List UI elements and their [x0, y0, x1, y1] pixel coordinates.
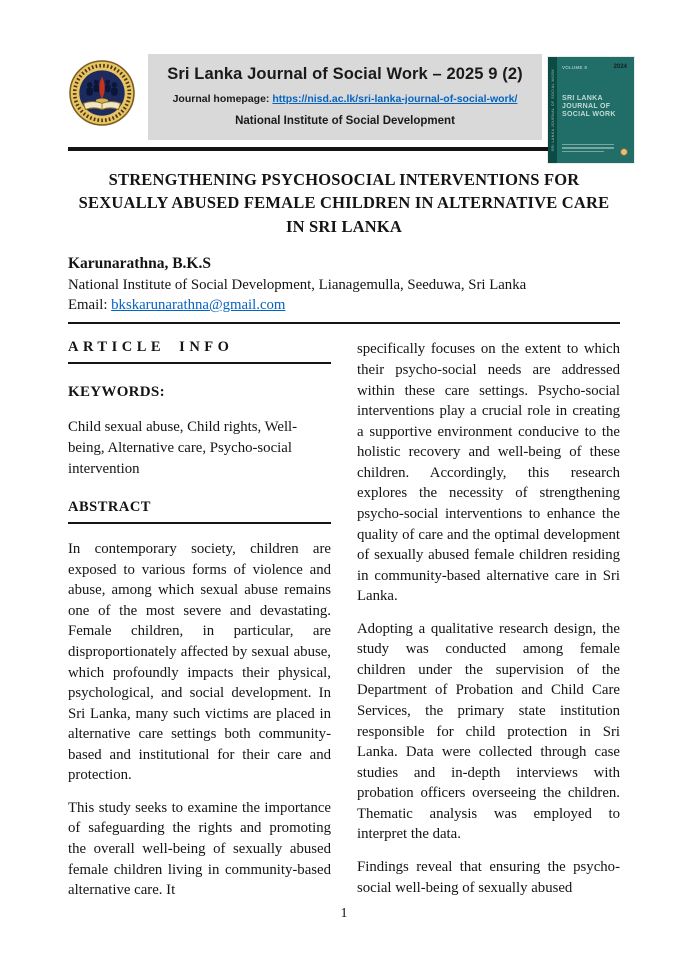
abstract-paragraph: In contemporary society, children are exposed to various forms of violence and abuse, among which sexual abuse remains one of the most severe and devastating. Female children, in particular, are disproportionately affected by sexual abuse, which profoundly impacts their physical, psychological, and social development. In Sri Lanka, many such victims are placed in alternative care settings both community-based and institutional for their care and protection. [68, 541, 331, 784]
journal-title: Sri Lanka Journal of Social Work – 2025 9 (2) [167, 65, 523, 83]
title-divider [68, 322, 620, 324]
nisd-logo-icon [69, 60, 135, 126]
cover-spine [548, 57, 557, 163]
journal-header [68, 54, 627, 152]
cover-footer-line [562, 147, 614, 149]
left-column [68, 339, 331, 912]
author-affiliation: National Institute of Social Development, Lianagemulla, Seeduwa, Sri Lanka [68, 276, 527, 293]
keywords-text [68, 417, 331, 479]
header-divider [68, 147, 620, 151]
page-number: 1 [340, 906, 348, 921]
author-block [68, 253, 620, 315]
cover-seal-icon [620, 148, 628, 156]
right-column [357, 339, 620, 912]
article-info-heading: ARTICLE INFO [68, 339, 331, 364]
abstract-paragraph: specifically focuses on the extent to which their psycho-social needs are addressed within these care settings. Psycho-social interventions play a crucial role in creating a supportive environment conducive to the holistic recovery and well-being of these children. Accordingly, this research explores the necessity of strengthening psycho-social interventions to enhance the quality of care and the optimal development of sexually abused female children residing in community-based alternative care in Sri Lanka. [357, 341, 620, 605]
article-title: STRENGTHENING PSYCHOSOCIAL INTERVENTIONS FOR SEXUALLY ABUSED FEMALE CHILDREN IN ALTERNATIVE CARE IN SRI LANKA [78, 170, 610, 236]
cover-volume: VOLUME 8 [562, 65, 588, 70]
abstract-paragraph: This study seeks to examine the importance of safeguarding the rights and promoting the overall well-being of sexually abused female children living in community-based alternative care. It [68, 799, 331, 899]
article-body [68, 339, 620, 912]
author-email-line [68, 295, 620, 315]
keywords-value: Child sexual abuse, Child rights, Well-being, Alternative care, Psycho-social intervention [68, 419, 298, 477]
email-label: Email: [68, 297, 112, 314]
cover-spine-text: SRI LANKA JOURNAL OF SOCIAL WORK [550, 68, 555, 152]
cover-footer-line [562, 151, 604, 153]
keywords-heading: KEYWORDS: [68, 384, 165, 401]
cover-title: SRI LANKA JOURNAL OF SOCIAL WORK [562, 95, 616, 119]
journal-banner [148, 54, 542, 140]
journal-homepage-line [154, 93, 536, 105]
homepage-link[interactable]: https://nisd.ac.lk/sri-lanka-journal-of-social-work/ [272, 93, 518, 105]
journal-cover-thumbnail [548, 57, 634, 163]
author-name: Karunarathna, B.K.S [68, 255, 211, 273]
abstract-paragraph: Findings reveal that ensuring the psycho-social well-being of sexually abused [357, 858, 620, 896]
email-link[interactable]: bkskarunarathna@gmail.com [111, 297, 286, 314]
institute-name: National Institute of Social Development [235, 115, 455, 127]
abstract-paragraph: Adopting a qualitative research design, the study was conducted among female children under the supervision of the Department of Probation and Child Care Services, the primary state institution responsible for child protection in Sri Lanka. Data were collected through case studies and in-depth interviews with probation officers overseeing the children. Thematic analysis was employed to interpret the data. [357, 620, 620, 843]
nisd-logo [68, 54, 136, 126]
homepage-label: Journal homepage: [172, 93, 270, 105]
cover-footer-line [562, 144, 614, 146]
abstract-heading: ABSTRACT [68, 499, 331, 524]
cover-year: 2024 [613, 64, 627, 70]
cover-footer-text [562, 144, 614, 155]
abstract-body [68, 539, 331, 901]
